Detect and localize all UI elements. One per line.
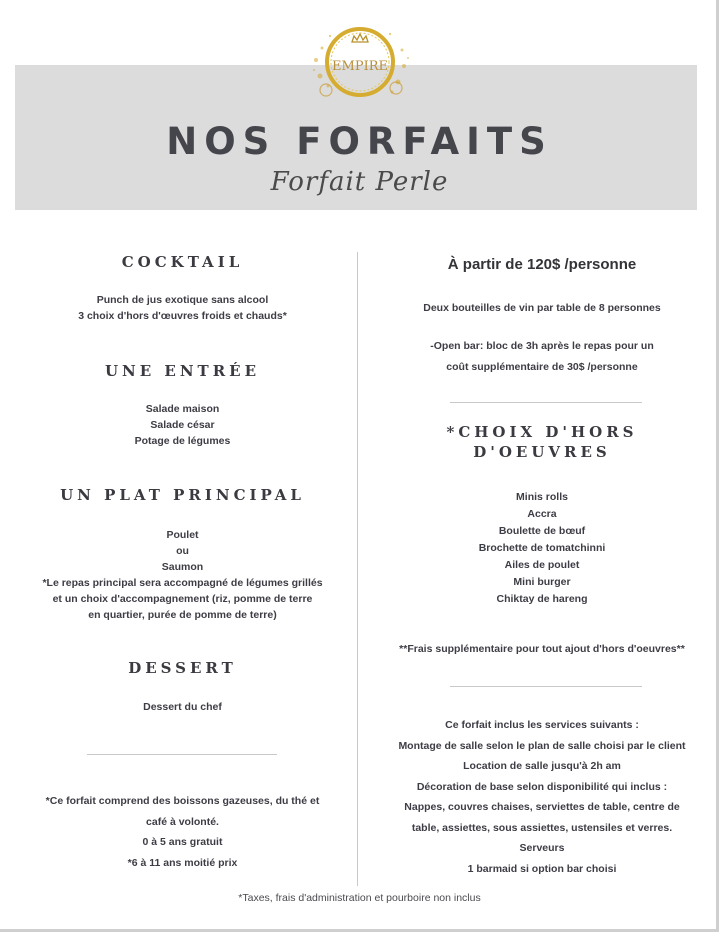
list-item: Potage de légumes	[134, 435, 231, 447]
heading-line: *CHOIX D'HORS	[446, 423, 638, 441]
separator-line	[450, 686, 642, 687]
services-list	[372, 715, 712, 879]
list-item: Boulette de bœuf	[498, 525, 586, 537]
list-item: Ailes de poulet	[504, 559, 580, 571]
separator-line	[87, 754, 277, 755]
price: À partir de 120$ /personne	[447, 256, 637, 273]
notes	[20, 791, 345, 873]
dessert-items	[20, 699, 345, 715]
list-item: Chiktay de hareng	[496, 593, 588, 605]
note-line: 0 à 5 ans gratuit	[142, 836, 223, 848]
list-item: Saumon	[161, 561, 204, 573]
wine-line: Deux bouteilles de vin par table de 8 personnes	[423, 302, 661, 314]
open-bar-line: coût supplémentaire de 30$ /personne	[446, 360, 638, 373]
main-course-items	[20, 527, 345, 623]
service-line: Location de salle jusqu'à 2h am	[463, 760, 621, 772]
separator-line	[450, 402, 642, 403]
note-line: *Ce forfait comprend des boissons gazeuses, du thé et	[45, 795, 320, 807]
open-bar-info	[372, 336, 712, 377]
right-column	[372, 0, 712, 932]
note-line: café à volonté.	[146, 815, 219, 828]
cocktail-heading: COCKTAIL	[121, 253, 244, 271]
note-line: *6 à 11 ans moitié prix	[127, 856, 238, 869]
list-item: Punch de jus exotique sans alcool	[96, 294, 269, 306]
dessert-heading: DESSERT	[128, 659, 237, 677]
service-line: Ce forfait inclus les services suivants :	[445, 719, 639, 731]
entree-heading: UNE ENTRÉE	[104, 362, 261, 380]
list-item: Minis rolls	[516, 491, 568, 503]
list-item: *Le repas principal sera accompagné de légumes grillés	[42, 577, 323, 589]
page-title: NOS FORFAITS	[166, 120, 553, 163]
hors-doeuvres-items	[372, 489, 712, 608]
extra-note-line: **Frais supplémentaire pour tout ajout d'hors d'oeuvres**	[399, 643, 685, 655]
list-item: Salade maison	[145, 403, 220, 415]
list-item: Brochette de tomatchinni	[478, 542, 606, 554]
entree-items	[20, 401, 345, 449]
service-line: 1 barmaid si option bar choisi	[467, 862, 617, 875]
list-item: Mini burger	[513, 576, 571, 588]
wine-info	[372, 300, 712, 316]
list-item: Dessert du chef	[143, 701, 222, 713]
service-line: Nappes, couvres chaises, serviettes de table, centre de	[404, 801, 680, 813]
footer-note: *Taxes, frais d'administration et pourboire non inclus	[238, 892, 481, 904]
left-column	[20, 0, 345, 932]
list-item: 3 choix d'hors d'œuvres froids et chauds*	[78, 310, 287, 322]
main-course-heading: UN PLAT PRINCIPAL	[60, 486, 305, 504]
list-item: en quartier, purée de pomme de terre)	[88, 609, 277, 621]
service-line: Montage de salle selon le plan de salle choisi par le client	[398, 739, 686, 752]
list-item: Salade césar	[150, 419, 215, 431]
column-divider	[357, 252, 358, 886]
package-name: Forfait Perle	[270, 167, 449, 197]
service-line: Décoration de base selon disponibilité qui inclus :	[416, 780, 668, 793]
list-item: Accra	[527, 508, 557, 520]
svg-text:EMPIRE: EMPIRE	[332, 59, 388, 74]
cocktail-items	[20, 292, 345, 324]
hors-doeuvres-heading	[372, 422, 712, 462]
heading-line: D'OEUVRES	[473, 443, 611, 461]
service-line: table, assiettes, sous assiettes, ustensiles et verres.	[411, 821, 673, 834]
list-item: ou	[176, 545, 189, 557]
list-item: et un choix d'accompagnement (riz, pomme de terre	[52, 593, 313, 605]
service-line: Serveurs	[519, 842, 565, 854]
extra-fee-note	[372, 641, 712, 657]
list-item: Poulet	[166, 529, 199, 541]
open-bar-line: -Open bar: bloc de 3h après le repas pour un	[430, 340, 654, 352]
